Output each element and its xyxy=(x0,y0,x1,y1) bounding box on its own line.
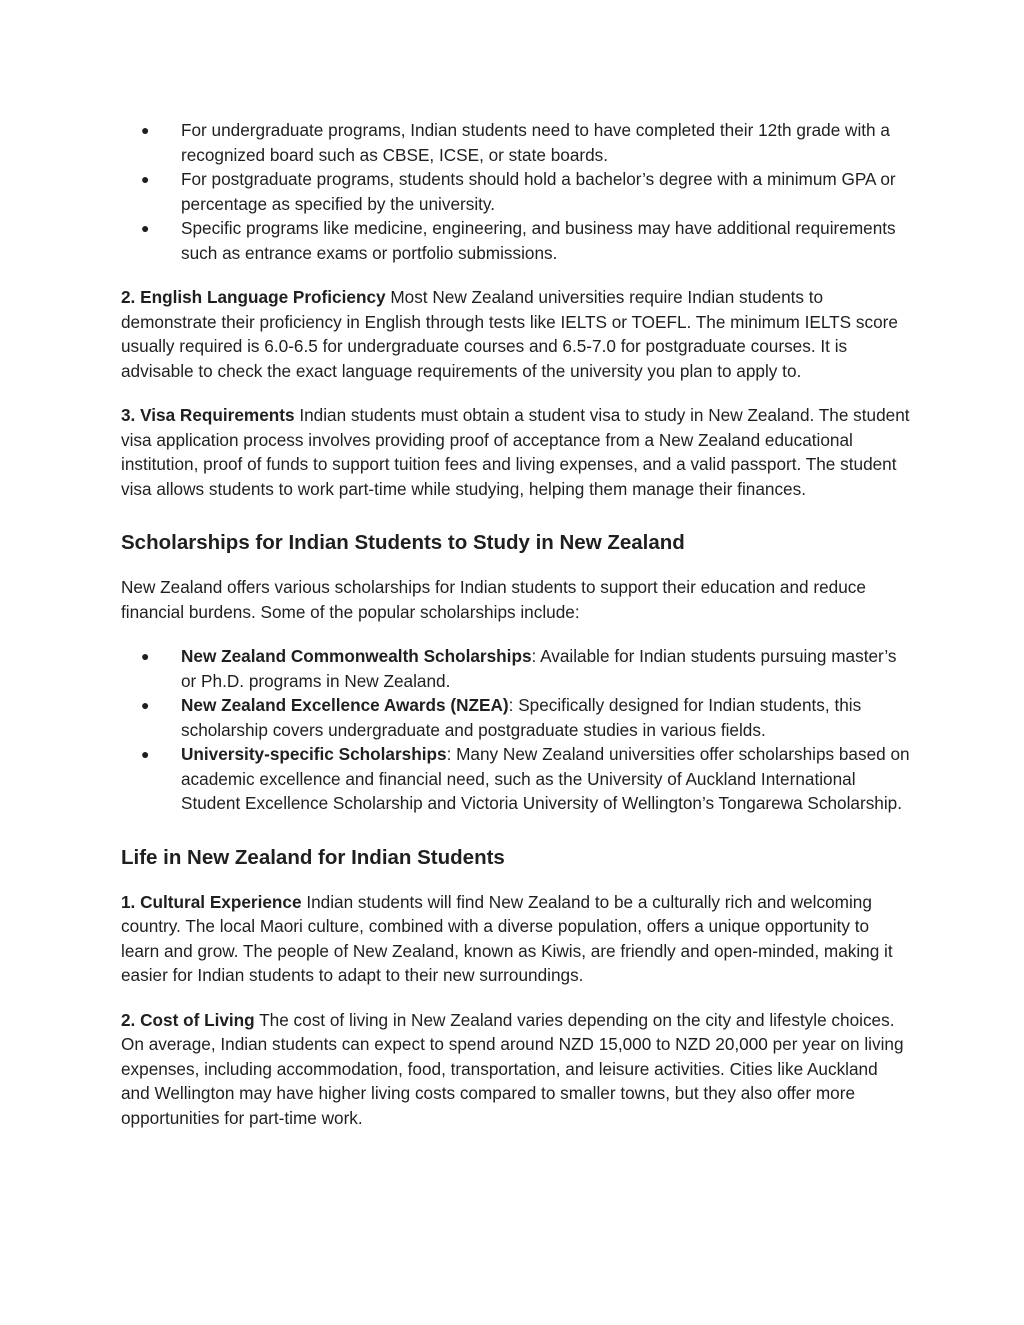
list-item-text: Specific programs like medicine, engineering, and business may have additional requirements such as entrance exams or portfolio submissions. xyxy=(181,218,896,263)
english-proficiency-heading: 2. English Language Proficiency xyxy=(121,287,386,307)
cost-of-living-text: The cost of living in New Zealand varies depending on the city and lifestyle choices. On average, Indian students can expect to spend around NZD 15,000 to NZD 20,000 per year on living expenses, including accommodation, food, transportation, and leisure activities. Cities like Auckland and Wellington may have higher living costs compared to smaller towns, but they also offer more opportunities for part-time work. xyxy=(121,1009,904,1128)
visa-requirements-text: Indian students must obtain a student visa to study in New Zealand. The student visa application process involves providing proof of acceptance from a New Zealand educational institution, proof of funds to support tuition fees and living expenses, and a valid passport. The student visa allows students to work part-time while studying, helping them manage their finances. xyxy=(121,405,910,499)
bullet-icon: ● xyxy=(141,122,150,138)
scholarship-name: New Zealand Commonwealth Scholarships xyxy=(181,646,532,666)
english-proficiency-text: Most New Zealand universities require Indian students to demonstrate their proficiency in English through tests like IELTS or TOEFL. The minimum IELTS score usually required is 6.0-6.5 for undergraduate courses and 6.5-7.0 for postgraduate courses. It is advisable to check the exact language requirements of the university you plan to apply to. xyxy=(121,287,898,381)
visa-requirements-paragraph xyxy=(121,403,911,501)
life-section-title: Life in New Zealand for Indian Students xyxy=(121,845,505,869)
scholarship-description: : Many New Zealand universities offer scholarships based on academic excellence and financial need, such as the University of Auckland International Student Excellence Scholarship and Victoria University of Wellington’s Tongarewa Scholarship. xyxy=(181,744,910,813)
bullet-icon: ● xyxy=(141,171,150,187)
list-item xyxy=(121,644,911,693)
scholarships-intro: New Zealand offers various scholarships for Indian students to support their education and reduce financial burdens. Some of the popular scholarships include: xyxy=(121,577,866,622)
document-page xyxy=(121,118,911,1130)
eligibility-list xyxy=(121,118,911,265)
scholarships-section-title: Scholarships for Indian Students to Study in New Zealand xyxy=(121,531,685,554)
scholarship-description: : Specifically designed for Indian students, this scholarship covers undergraduate and postgraduate studies in various fields. xyxy=(181,695,862,740)
list-item xyxy=(121,216,911,265)
bullet-icon: ● xyxy=(141,697,150,713)
scholarships-list xyxy=(121,644,911,816)
cost-of-living-paragraph xyxy=(121,1008,911,1131)
scholarship-name: University-specific Scholarships xyxy=(181,744,447,764)
visa-requirements-heading: 3. Visa Requirements xyxy=(121,405,295,425)
cultural-experience-text: Indian students will find New Zealand to be a culturally rich and welcoming country. The local Maori culture, combined with a diverse population, offers a unique opportunity to learn and grow. The people of New Zealand, known as Kiwis, are friendly and open-minded, making it easier for Indian students to adapt to their new surroundings. xyxy=(121,891,893,985)
cultural-experience-heading: 1. Cultural Experience xyxy=(121,891,302,912)
scholarship-description: : Available for Indian students pursuing master’s or Ph.D. programs in New Zealand. xyxy=(181,646,897,691)
cultural-experience-paragraph xyxy=(121,890,911,988)
list-item xyxy=(121,167,911,216)
english-proficiency-paragraph xyxy=(121,285,911,383)
bullet-icon: ● xyxy=(141,746,150,762)
list-item-text: For undergraduate programs, Indian students need to have completed their 12th grade with a recognized board such as CBSE, ICSE, or state boards. xyxy=(181,120,890,165)
list-item xyxy=(121,693,911,742)
list-item xyxy=(121,742,911,816)
list-item-text: For postgraduate programs, students should hold a bachelor’s degree with a minimum GPA or percentage as specified by the university. xyxy=(181,169,896,214)
cost-of-living-heading: 2. Cost of Living xyxy=(121,1009,255,1030)
list-item xyxy=(121,118,911,167)
bullet-icon: ● xyxy=(141,220,150,236)
bullet-icon: ● xyxy=(141,648,150,664)
scholarship-name: New Zealand Excellence Awards (NZEA) xyxy=(181,695,509,715)
